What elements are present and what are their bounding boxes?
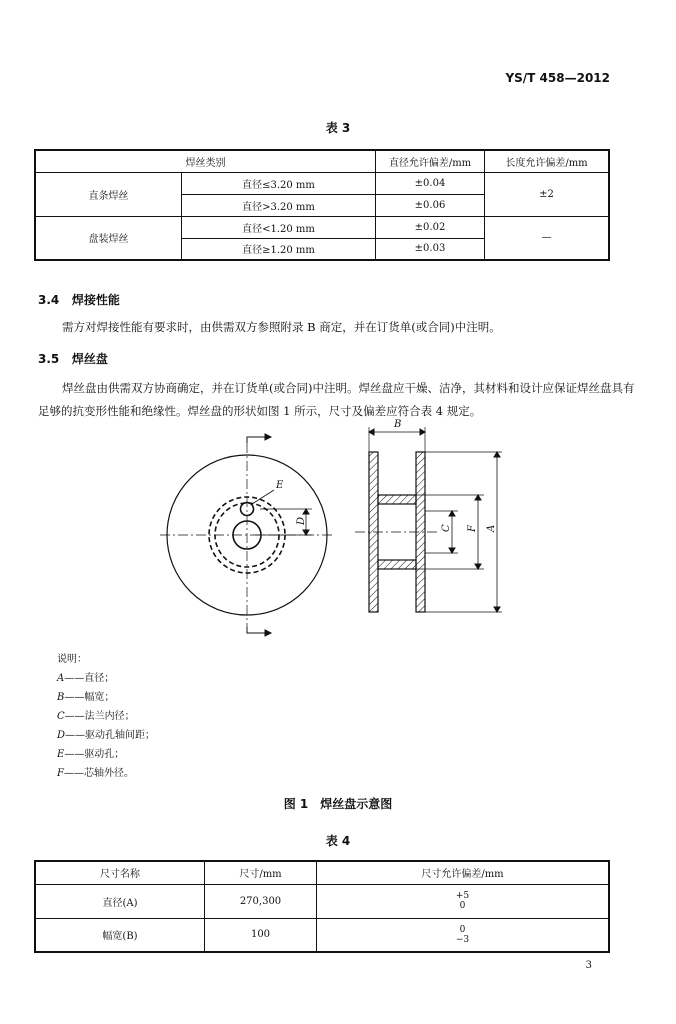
legend-key: B <box>57 692 65 703</box>
legend-key: F <box>57 768 64 779</box>
table-row <box>35 884 609 918</box>
table4-caption: 表 4 <box>325 834 351 848</box>
legend-key: D <box>57 730 66 741</box>
legend-item <box>57 688 155 707</box>
label-b: B <box>394 419 402 430</box>
label-f: F <box>467 525 478 532</box>
table3 <box>34 149 610 261</box>
table3-dia-tol: ±0.03 <box>376 238 485 260</box>
section-number: 3.4 <box>38 293 60 307</box>
label-d: D <box>296 516 307 525</box>
legend-title: 说明： <box>57 654 87 665</box>
legend-desc: ——幅宽； <box>64 692 115 703</box>
tol-upper: +5 <box>455 891 470 901</box>
table4-tol <box>317 918 610 952</box>
legend-desc: ——驱动孔轴间距； <box>65 730 156 741</box>
legend-item <box>57 764 155 783</box>
spool-figure <box>0 415 676 645</box>
section-3-4-heading <box>38 291 120 308</box>
table3-length-tol: ±2 <box>485 172 610 216</box>
legend-key: E <box>57 749 65 760</box>
table3-spec: 直径≤3.20 mm <box>182 172 376 194</box>
table4-header-tol: 尺寸允许偏差/mm <box>317 861 610 884</box>
table3-caption: 表 3 <box>325 121 351 135</box>
label-a: A <box>486 524 497 532</box>
table3-header-category: 焊丝类别 <box>35 150 376 172</box>
table4-size: 270,300 <box>205 884 317 918</box>
table4-name: 直径(A) <box>35 884 205 918</box>
legend-item <box>57 669 155 688</box>
table4 <box>34 860 610 953</box>
table3-dia-tol: ±0.02 <box>376 216 485 238</box>
legend-desc: ——驱动孔； <box>64 749 125 760</box>
table3-spec: 直径≥1.20 mm <box>182 238 376 260</box>
section-number: 3.5 <box>38 352 60 366</box>
legend-key: A <box>57 673 65 684</box>
tolerance-stack <box>456 891 469 911</box>
table3-spec: 直径>3.20 mm <box>182 194 376 216</box>
label-e: E <box>276 480 284 491</box>
table4-tol <box>317 884 610 918</box>
table3-group-name: 直条焊丝 <box>35 172 182 216</box>
document-code: YS/T 458—2012 <box>505 71 610 85</box>
figure-caption: 图 1 焊丝盘示意图 <box>283 797 393 811</box>
page-number: 3 <box>585 960 592 971</box>
table4-header-size: 尺寸/mm <box>205 861 317 884</box>
label-c: C <box>441 524 452 532</box>
side-view <box>355 427 502 612</box>
table4-header-name: 尺寸名称 <box>35 861 205 884</box>
table3-dia-tol: ±0.06 <box>376 194 485 216</box>
front-view <box>160 434 334 636</box>
table3-header-dia-tol: 直径允许偏差/mm <box>376 150 485 172</box>
tolerance-stack <box>456 925 469 945</box>
tol-upper: 0 <box>459 924 466 935</box>
tol-lower: 0 <box>459 901 466 911</box>
table3-header-len-tol: 长度允许偏差/mm <box>485 150 610 172</box>
table4-name: 幅宽(B) <box>35 918 205 952</box>
table3-length-tol: — <box>485 216 610 260</box>
table3-spec: 直径<1.20 mm <box>182 216 376 238</box>
legend-desc: ——法兰内径； <box>64 711 135 722</box>
section-3-5-heading <box>38 350 108 367</box>
legend-desc: ——直径； <box>64 673 115 684</box>
tol-lower: −3 <box>455 934 470 945</box>
figure-legend <box>57 650 155 783</box>
table3-group-name: 盘装焊丝 <box>35 216 182 260</box>
legend-item <box>57 745 155 764</box>
legend-item <box>57 726 155 745</box>
section-title: 焊接性能 <box>71 293 120 307</box>
table-row <box>35 918 609 952</box>
section-3-5-text: 焊丝盘由供需双方协商确定，并在订货单(或合同)中注明。焊丝盘应干燥、洁净，其材料和设计应保证焊丝盘具有足够的抗变形性能和绝缘性。焊丝盘的形状如图 1 所示，尺寸及偏差应符合表 4 规定。 <box>38 381 635 418</box>
section-title: 焊丝盘 <box>71 352 108 366</box>
legend-item <box>57 707 155 726</box>
section-3-4-text: 需方对焊接性能有要求时，由供需双方参照附录 B 商定，并在订货单(或合同)中注明。 <box>62 320 501 334</box>
legend-key: C <box>57 711 65 722</box>
table4-size: 100 <box>205 918 317 952</box>
table3-dia-tol: ±0.04 <box>376 172 485 194</box>
legend-desc: ——芯轴外径。 <box>63 768 134 779</box>
